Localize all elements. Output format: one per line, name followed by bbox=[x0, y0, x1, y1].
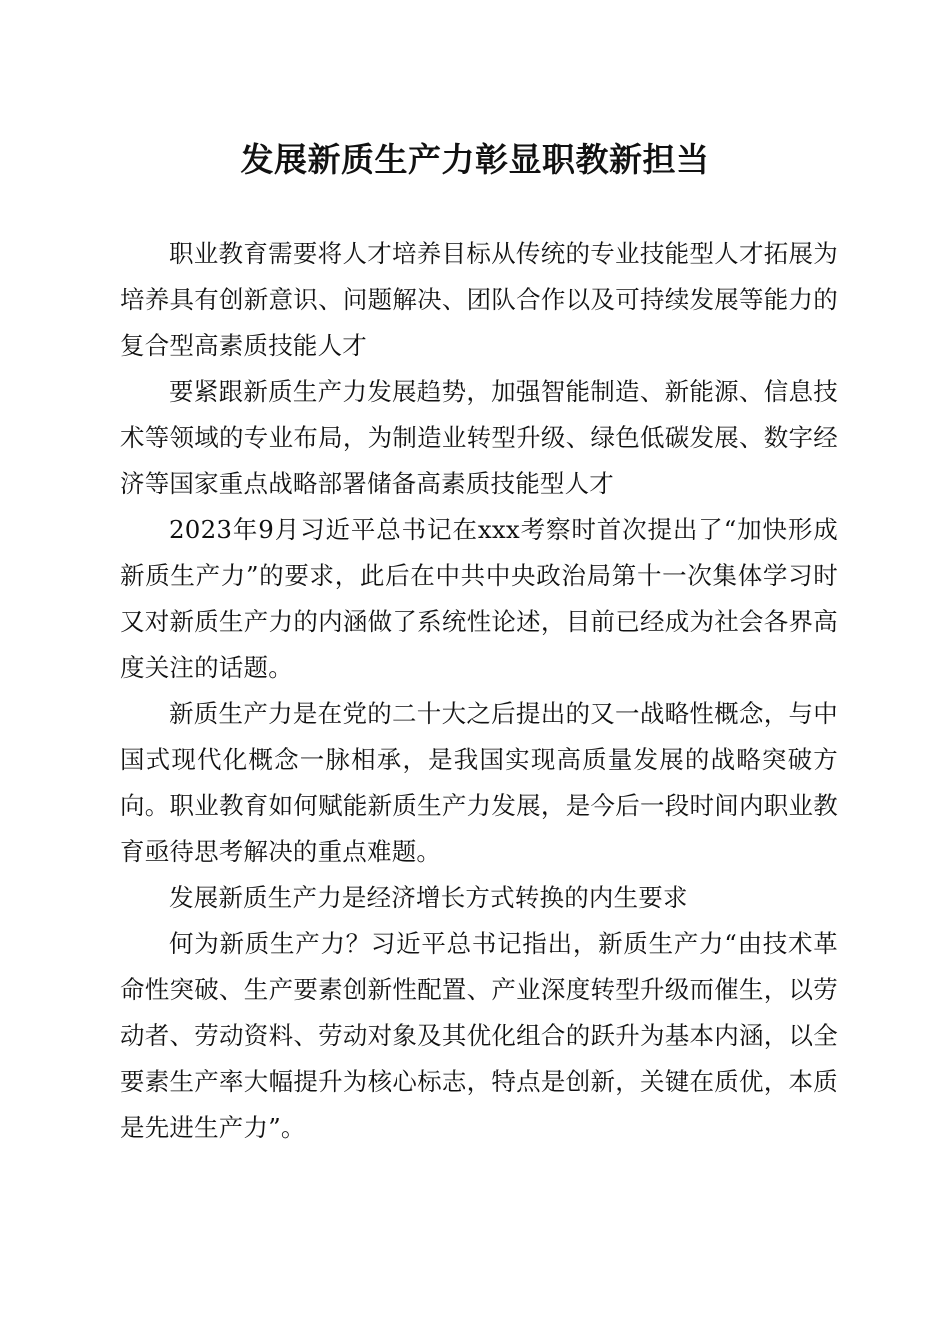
paragraph: 要紧跟新质生产力发展趋势，加强智能制造、新能源、信息技术等领域的专业布局，为制造业转型升级、绿色低碳发展、数字经济等国家重点战略部署储备高素质技能型人才 bbox=[120, 377, 838, 498]
document-body bbox=[120, 231, 838, 1151]
paragraph: 新质生产力是在党的二十大之后提出的又一战略性概念，与中国式现代化概念一脉相承，是我国实现高质量发展的战略突破方向。职业教育如何赋能新质生产力发展，是今后一段时间内职业教育亟待思考解决的重点难题。 bbox=[120, 699, 838, 866]
document-title: 发展新质生产力彰显职教新担当 bbox=[240, 140, 710, 179]
paragraph: 2023年9月习近平总书记在xxx考察时首次提出了“加快形成新质生产力”的要求，此后在中共中央政治局第十一次集体学习时又对新质生产力的内涵做了系统性论述，目前已经成为社会各界高度关注的话题。 bbox=[120, 515, 838, 682]
paragraph: 职业教育需要将人才培养目标从传统的专业技能型人才拓展为培养具有创新意识、问题解决、团队合作以及可持续发展等能力的复合型高素质技能人才 bbox=[120, 239, 838, 360]
section-heading: 发展新质生产力是经济增长方式转换的内生要求 bbox=[169, 883, 688, 912]
paragraph: 何为新质生产力？习近平总书记指出，新质生产力“由技术革命性突破、生产要素创新性配置、产业深度转型升级而催生，以劳动者、劳动资料、劳动对象及其优化组合的跃升为基本内涵，以全要素生产率大幅提升为核心标志，特点是创新，关键在质优，本质是先进生产力”。 bbox=[120, 929, 838, 1142]
